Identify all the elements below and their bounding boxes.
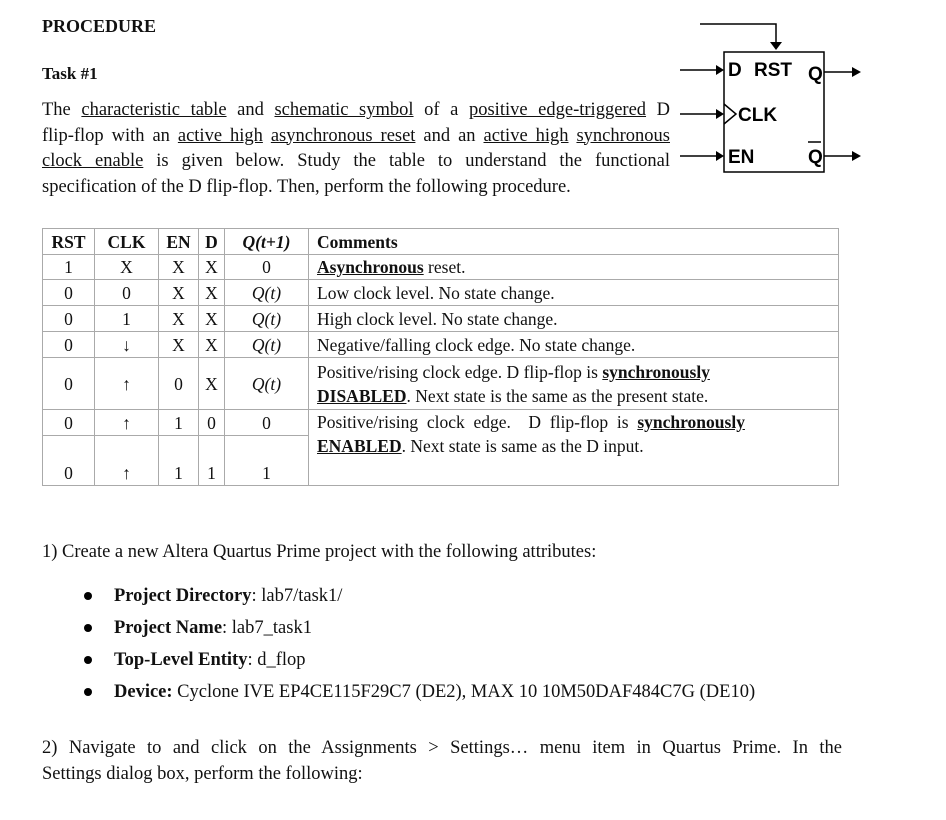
cell-comment: Low clock level. No state change.: [309, 280, 839, 306]
cell-comment: Positive/rising clock edge. D flip-flop is synchronously DISABLED. Next state is the same as the present state.: [309, 358, 839, 410]
bullet-icon: [84, 656, 92, 664]
intro-paragraph: [42, 98, 670, 200]
term-async-reset: asynchronous reset: [270, 125, 416, 146]
link-characteristic-table: characteristic table: [81, 100, 227, 120]
cell-comment: High clock level. No state change.: [309, 306, 839, 332]
task-heading: Task #1: [42, 64, 98, 83]
step-2-line-1: 2) Navigate to and click on the Assignments > Settings… menu item in Quartus Prime. In the: [42, 738, 842, 758]
col-header-clk: CLK: [95, 229, 159, 255]
cell-rst: 0: [43, 358, 95, 410]
cell-en: 0: [159, 358, 199, 410]
term-clock-enable: clock enable: [42, 151, 144, 171]
cell-q: Q(t): [225, 358, 309, 410]
clk-edge-triangle: [724, 104, 736, 124]
table-row: [43, 358, 839, 410]
pin-qbar-label: Q: [808, 147, 823, 168]
cell-rst: 0: [43, 332, 95, 358]
cell-rst: 0: [43, 306, 95, 332]
term-active-high-1: active high: [177, 125, 263, 146]
cell-q: Q(t): [225, 280, 309, 306]
intro-line-3: clock enable is given below. Study the table to understand the functional: [42, 151, 670, 171]
pin-clk-label: CLK: [738, 105, 778, 126]
cell-clk: 1: [95, 306, 159, 332]
cell-rst: 0: [43, 280, 95, 306]
cell-en: X: [159, 306, 199, 332]
term-synchronous: synchronous: [576, 125, 670, 146]
clk-arrow: [716, 109, 724, 119]
bullet-icon: [84, 592, 92, 600]
table-row: [43, 255, 839, 280]
rst-arrow: [770, 42, 782, 50]
rst-wire: [700, 24, 776, 46]
list-item: Top-Level Entity: d_flop: [78, 644, 755, 676]
cell-d: X: [199, 332, 225, 358]
pin-rst-label: RST: [754, 60, 792, 81]
cell-q: 0: [225, 255, 309, 280]
intro-line-1: The characteristic table and schematic symbol of a positive edge-triggered D: [42, 100, 670, 120]
d-arrow: [716, 65, 724, 75]
cell-clk: ↑: [95, 410, 159, 436]
cell-d: 0: [199, 410, 225, 436]
term-schematic-symbol: schematic symbol: [274, 100, 414, 120]
cell-clk: ↑: [95, 436, 159, 486]
cell-en: 1: [159, 410, 199, 436]
pin-q-label: Q: [808, 64, 823, 85]
bullet-icon: [84, 688, 92, 696]
step-2-line-2: Settings dialog box, perform the following:: [42, 763, 363, 784]
intro-line-4: specification of the D flip-flop. Then, perform the following procedure.: [42, 176, 571, 197]
pin-d-label: D: [728, 60, 742, 81]
cell-d: X: [199, 280, 225, 306]
cell-en: X: [159, 332, 199, 358]
col-header-d: D: [199, 229, 225, 255]
table-row: [43, 306, 839, 332]
cell-clk: X: [95, 255, 159, 280]
intro-line-2: flip-flop with an active high asynchronous reset and an active high synchronous: [42, 125, 670, 146]
col-header-q-next: Q(t+1): [225, 229, 309, 255]
procedure-heading: PROCEDURE: [42, 16, 157, 36]
qbar-arrow: [852, 151, 861, 161]
cell-en: X: [159, 280, 199, 306]
term-active-high-2: active high: [483, 125, 569, 146]
cell-clk: 0: [95, 280, 159, 306]
cell-q: 0: [225, 410, 309, 436]
list-item: Project Name: lab7_task1: [78, 612, 755, 644]
cell-clk: ↓: [95, 332, 159, 358]
cell-en: X: [159, 255, 199, 280]
dff-schematic-symbol: [680, 18, 870, 183]
col-header-en: EN: [159, 229, 199, 255]
cell-comment: Asynchronous reset.: [309, 255, 839, 280]
cell-clk: ↑: [95, 358, 159, 410]
pin-en-label: EN: [728, 147, 755, 168]
cell-q: Q(t): [225, 332, 309, 358]
cell-comment: Positive/rising clock edge. D flip-flop is synchronously ENABLED. Next state is same as the D input.: [309, 410, 839, 486]
cell-d: X: [199, 358, 225, 410]
col-header-rst: RST: [43, 229, 95, 255]
cell-rst: 0: [43, 410, 95, 436]
q-arrow: [852, 67, 861, 77]
cell-q: 1: [225, 436, 309, 486]
en-arrow: [716, 151, 724, 161]
term-positive-edge: positive edge-triggered: [468, 100, 647, 120]
cell-q: Q(t): [225, 306, 309, 332]
step-2-text: [42, 736, 842, 787]
cell-d: 1: [199, 436, 225, 486]
list-item: Device: Cyclone IVE EP4CE115F29C7 (DE2), MAX 10 10M50DAF484C7G (DE10): [78, 676, 755, 708]
characteristic-table: [42, 228, 839, 486]
table-row: [43, 280, 839, 306]
project-attributes-list: [78, 580, 755, 708]
col-header-comments: Comments: [309, 229, 839, 255]
table-header-row: [43, 229, 839, 255]
cell-comment: Negative/falling clock edge. No state change.: [309, 332, 839, 358]
cell-rst: 1: [43, 255, 95, 280]
cell-en: 1: [159, 436, 199, 486]
table-row: [43, 410, 839, 436]
cell-d: X: [199, 255, 225, 280]
list-item: Project Directory: lab7/task1/: [78, 580, 755, 612]
table-row: [43, 332, 839, 358]
step-1-text: 1) Create a new Altera Quartus Prime project with the following attributes:: [42, 542, 597, 562]
cell-d: X: [199, 306, 225, 332]
cell-rst: 0: [43, 436, 95, 486]
bullet-icon: [84, 624, 92, 632]
